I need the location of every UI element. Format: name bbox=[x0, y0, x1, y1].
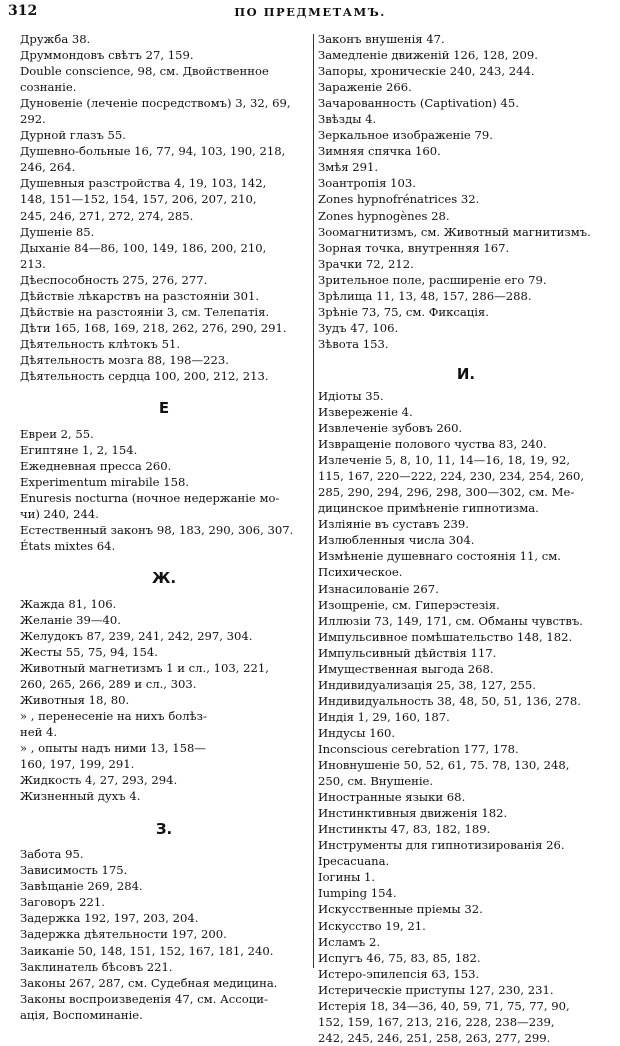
index-entry: Искусственные пріемы 32. bbox=[318, 902, 483, 917]
page-number: 312 bbox=[8, 3, 38, 19]
index-entry: Душевно-больные 16, 77, 94, 103, 190, 218, bbox=[20, 144, 286, 159]
index-entry: » , перенесеніе на нихъ болѣз- bbox=[20, 709, 207, 724]
index-entry: Зѣвота 153. bbox=[318, 336, 389, 351]
index-entry: 285, 290, 294, 296, 298, 300—302, см. Ме- bbox=[318, 485, 575, 500]
index-entry: 213. bbox=[20, 256, 46, 271]
index-entry: Дуновеніе (леченіе посредствомъ) 3, 32, 69, bbox=[20, 96, 291, 111]
index-entry: Изощреніе, см. Гиперэстезія. bbox=[318, 597, 500, 612]
index-entry: Законы воспроизведенія 47, см. Ассоци- bbox=[20, 991, 268, 1006]
index-entry: 245, 246, 271, 272, 274, 285. bbox=[20, 208, 194, 223]
index-entry: Искусство 19, 21. bbox=[318, 918, 426, 933]
index-entry: 160, 197, 199, 291. bbox=[20, 757, 135, 772]
index-entry: Изліяніе въ суставъ 239. bbox=[318, 517, 469, 532]
section-gap bbox=[20, 416, 308, 426]
index-entry: Имущественная выгода 268. bbox=[318, 661, 494, 676]
index-entry: Зависимость 175. bbox=[20, 863, 128, 878]
running-head: ПО ПРЕДМЕТАМЪ. bbox=[234, 5, 386, 19]
index-entry: Зачарованность (Captivation) 45. bbox=[318, 96, 519, 111]
index-entry: Психическое. bbox=[318, 565, 403, 580]
index-entry: Иностранные языки 68. bbox=[318, 790, 466, 805]
index-entry: 242, 245, 246, 251, 258, 263, 277, 299. bbox=[318, 1030, 551, 1045]
index-entry: Дѣеспособность 275, 276, 277. bbox=[20, 272, 208, 287]
index-entry: 115, 167, 220—222, 224, 230, 234, 254, 260, bbox=[318, 469, 585, 484]
index-entry: Іогины 1. bbox=[318, 870, 376, 885]
index-entry: 152, 159, 167, 213, 216, 228, 238—239, bbox=[318, 1014, 555, 1029]
index-entry: États mixtes 64. bbox=[20, 539, 116, 554]
index-entry: Евреи 2, 55. bbox=[20, 426, 94, 441]
section-letter: З. bbox=[155, 819, 173, 838]
index-entry: Истерія 18, 34—36, 40, 59, 71, 75, 77, 90, bbox=[318, 998, 570, 1013]
index-entry: Желаніе 39—40. bbox=[20, 612, 121, 627]
index-entry: Инстинкты 47, 83, 182, 189. bbox=[318, 822, 491, 837]
index-entry: Зараженіе 266. bbox=[318, 80, 412, 95]
index-entry: Ipecacuana. bbox=[318, 854, 390, 869]
index-entry: Зрительное поле, расширеніе его 79. bbox=[318, 272, 547, 287]
index-entry: » , опыты надъ ними 13, 158— bbox=[20, 741, 206, 756]
index-entry: Зудъ 47, 106. bbox=[318, 320, 399, 335]
index-entry: дицинское примѣненіе гипнотизма. bbox=[318, 501, 539, 516]
index-entry: Желудокъ 87, 239, 241, 242, 297, 304. bbox=[20, 628, 253, 643]
index-entry: Забота 95. bbox=[20, 847, 84, 862]
index-entry: Инструменты для гипнотизированія 26. bbox=[318, 838, 565, 853]
index-entry: сознаніе. bbox=[20, 80, 77, 95]
index-entry: Истерическіе приступы 127, 230, 231. bbox=[318, 982, 554, 997]
index-entry: Задержка 192, 197, 203, 204. bbox=[20, 911, 199, 926]
index-entry: 250, см. Внушеніе. bbox=[318, 774, 434, 789]
index-entry: Животныя 18, 80. bbox=[20, 693, 130, 708]
section-gap bbox=[20, 837, 308, 847]
index-entry: Дурной глазъ 55. bbox=[20, 128, 126, 143]
index-entry: Inconscious cerebration 177, 178. bbox=[318, 742, 519, 756]
index-entry: Заговоръ 221. bbox=[20, 895, 105, 910]
index-entry: Законъ внушенія 47. bbox=[318, 32, 445, 46]
index-entry: Истеро-эпилепсія 63, 153. bbox=[318, 966, 480, 981]
index-entry: Зрачки 72, 212. bbox=[318, 256, 414, 271]
index-entry: 260, 265, 266, 289 и сл., 303. bbox=[20, 677, 197, 692]
index-entry: Iumping 154. bbox=[318, 886, 397, 901]
section-letter: Ж. bbox=[151, 569, 177, 588]
index-entry: Enuresis nocturna (ночное недержаніе мо- bbox=[20, 490, 280, 505]
index-entry: Зрѣлища 11, 13, 48, 157, 286—288. bbox=[318, 288, 532, 303]
section-gap bbox=[318, 352, 614, 366]
section-gap bbox=[20, 554, 308, 570]
index-entry: 148, 151—152, 154, 157, 206, 207, 210, bbox=[20, 192, 257, 207]
section-gap bbox=[20, 804, 308, 820]
index-entry: Извлеченіе зубовъ 260. bbox=[318, 421, 463, 436]
index-entry: Задержка дѣятельности 197, 200. bbox=[20, 927, 227, 942]
index-entry: Заклинатель бѣсовъ 221. bbox=[20, 959, 173, 974]
index-entry: Звѣзды 4. bbox=[318, 112, 377, 127]
section-gap bbox=[20, 384, 308, 400]
index-entry: Ежедневная пресса 260. bbox=[20, 458, 172, 473]
index-entry: Double conscience, 98, см. Двойственное bbox=[20, 64, 269, 79]
index-entry: Импульсивный дѣйствія 117. bbox=[318, 645, 497, 660]
index-entry: Жизненный духъ 4. bbox=[20, 789, 141, 804]
index-entry: ней 4. bbox=[20, 725, 58, 740]
index-entry: Естественный законъ 98, 183, 290, 306, 307. bbox=[20, 523, 294, 538]
index-entry: 246, 264. bbox=[20, 160, 76, 175]
index-entry: Запоры, хроническіе 240, 243, 244. bbox=[318, 64, 535, 79]
index-entry: 292. bbox=[20, 112, 46, 127]
index-entry: Замедленіе движеній 126, 128, 209. bbox=[318, 48, 538, 63]
index-entry: Исламъ 2. bbox=[318, 934, 381, 949]
index-entry: Законы 267, 287, см. Судебная медицина. bbox=[20, 975, 278, 990]
index-entry: Испугъ 46, 75, 83, 85, 182. bbox=[318, 950, 481, 965]
index-entry: Друммондовъ свѣтъ 27, 159. bbox=[20, 48, 194, 63]
index-entry: Дыханіе 84—86, 100, 149, 186, 200, 210, bbox=[20, 240, 267, 255]
index-entry: Изнасилованіе 267. bbox=[318, 581, 439, 596]
index-entry: Измѣненіе душевнаго состоянія 11, см. bbox=[318, 549, 561, 564]
index-entry: Дѣйствіе на разстояніи 3, см. Телепатія. bbox=[20, 304, 270, 319]
index-entry: Инстинктивныя движенія 182. bbox=[318, 806, 508, 821]
index-entry: Индивидуализація 25, 38, 127, 255. bbox=[318, 677, 536, 692]
index-entry: Индусы 160. bbox=[318, 725, 396, 740]
column-divider bbox=[313, 34, 314, 968]
index-entry: Zones hypnogènes 28. bbox=[318, 208, 450, 223]
index-entry: Душевныя разстройства 4, 19, 103, 142, bbox=[20, 176, 267, 191]
index-entry: Импульсивное помѣшательство 148, 182. bbox=[318, 629, 573, 644]
index-entry: Experimentum mirabile 158. bbox=[20, 474, 190, 489]
index-entry: Zones hypnofrénatrices 32. bbox=[318, 192, 480, 207]
index-entry: Дѣятельность сердца 100, 200, 212, 213. bbox=[20, 368, 269, 383]
index-entry: Заиканіе 50, 148, 151, 152, 167, 181, 240. bbox=[20, 943, 274, 958]
page-header bbox=[0, 3, 620, 23]
index-entry: Зрѣніе 73, 75, см. Фиксація. bbox=[318, 304, 489, 319]
section-gap bbox=[20, 586, 308, 596]
section-letter: И. bbox=[456, 365, 476, 384]
index-entry: ація, Воспоминаніе. bbox=[20, 1007, 143, 1022]
index-entry: Зорная точка, внутренняя 167. bbox=[318, 240, 510, 255]
index-entry: Дѣятельность мозга 88, 198—223. bbox=[20, 352, 229, 367]
index-entry: Змѣя 291. bbox=[318, 160, 379, 175]
right-index-column bbox=[318, 31, 614, 1046]
index-entry: чи) 240, 244. bbox=[20, 507, 99, 521]
index-entry: Извереженіе 4. bbox=[318, 405, 413, 420]
index-entry: Излеченіе 5, 8, 10, 11, 14—16, 18, 19, 92, bbox=[318, 453, 571, 468]
index-entry: Зимняя спячка 160. bbox=[318, 144, 441, 159]
section-letter: Е bbox=[158, 399, 170, 418]
index-entry: Жажда 81, 106. bbox=[20, 596, 117, 611]
index-entry: Зоомагнитизмъ, см. Животный магнитизмъ. bbox=[318, 224, 591, 239]
index-entry: Жесты 55, 75, 94, 154. bbox=[20, 645, 158, 660]
index-entry: Дѣятельность клѣтокъ 51. bbox=[20, 336, 181, 351]
index-entry: Иллюзіи 73, 149, 171, см. Обманы чувствъ. bbox=[318, 613, 583, 628]
index-entry: Идіоты 35. bbox=[318, 388, 384, 403]
index-entry: Извращеніе полового чуства 83, 240. bbox=[318, 437, 547, 452]
index-entry: Дѣти 165, 168, 169, 218, 262, 276, 290, 291. bbox=[20, 320, 287, 335]
index-entry: Иновнушеніе 50, 52, 61, 75. 78, 130, 248, bbox=[318, 758, 570, 773]
index-entry: Завѣщаніе 269, 284. bbox=[20, 879, 143, 894]
index-entry: Зеркальное изображеніе 79. bbox=[318, 128, 493, 143]
index-entry: Зоантропія 103. bbox=[318, 176, 416, 191]
index-entry: Душеніе 85. bbox=[20, 224, 95, 239]
index-entry: Животный магнетизмъ 1 и сл., 103, 221, bbox=[20, 661, 269, 676]
index-entry: Индія 1, 29, 160, 187. bbox=[318, 709, 450, 724]
index-entry: Жидкость 4, 27, 293, 294. bbox=[20, 773, 178, 788]
index-entry: Индивидуальность 38, 48, 50, 51, 136, 278. bbox=[318, 693, 581, 708]
index-entry: Египтяне 1, 2, 154. bbox=[20, 442, 138, 457]
left-index-column bbox=[20, 31, 308, 1023]
index-entry: Дружба 38. bbox=[20, 32, 91, 46]
index-entry: Излюбленныя числа 304. bbox=[318, 533, 475, 548]
index-entry: Дѣйствіе лѣкарствъ на разстояніи 301. bbox=[20, 288, 260, 303]
